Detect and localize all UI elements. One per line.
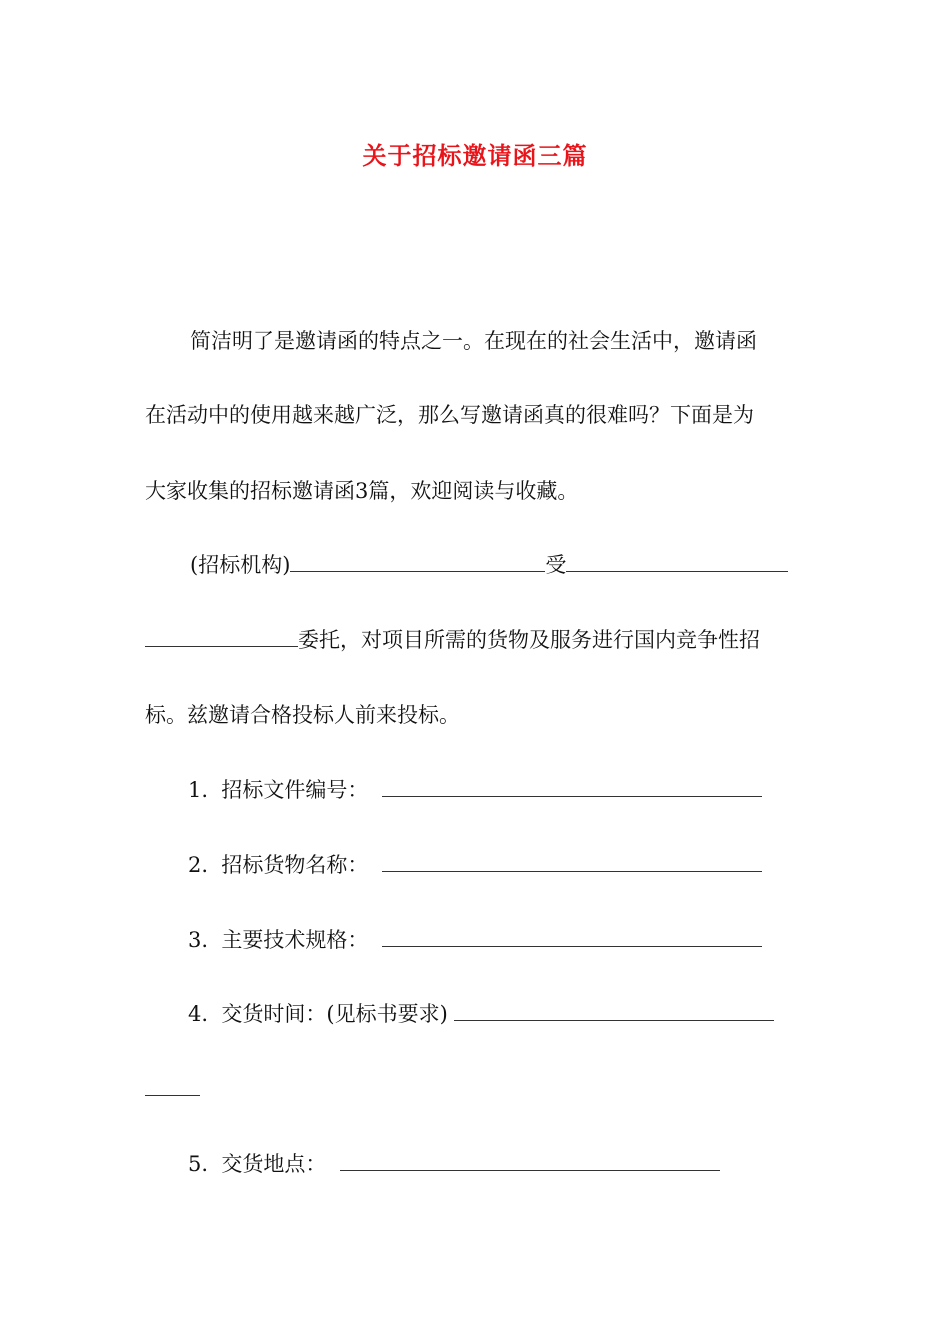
item-label: 交货地点：	[221, 1152, 327, 1176]
intro-line: 在活动中的使用越来越广泛，那么写邀请函真的很难吗？下面是为	[145, 403, 754, 427]
list-item	[188, 1150, 720, 1178]
org-blank	[290, 553, 545, 572]
item-blank	[382, 853, 762, 872]
item-label: 招标文件编号：	[221, 778, 369, 802]
item-blank	[382, 778, 762, 797]
item-blank	[382, 928, 762, 947]
document-title: 关于招标邀请函三篇	[362, 141, 588, 170]
list-item	[188, 776, 762, 804]
item-number: 5.	[188, 1152, 209, 1176]
item-number: 2.	[188, 853, 209, 877]
entrust-word: 受	[545, 553, 567, 577]
intro-line: 大家收集的招标邀请函3篇，欢迎阅读与收藏。	[145, 479, 579, 503]
invite-closing: 标。兹邀请合格投标人前来投标。	[145, 703, 460, 727]
item-label: 招标货物名称：	[221, 853, 369, 877]
item-number: 1.	[188, 778, 209, 802]
item-number: 4.	[188, 1002, 209, 1026]
item-blank	[454, 1002, 774, 1021]
entrust-text: 委托，对项目所需的货物及服务进行国内竞争性招	[298, 628, 760, 652]
list-item	[188, 851, 762, 879]
item-number: 3.	[188, 928, 209, 952]
intro-line: 简洁明了是邀请函的特点之一。在现在的社会生活中，邀请函	[190, 329, 757, 353]
item-blank	[340, 1152, 720, 1171]
org-label: (招标机构)	[190, 553, 291, 577]
invite-line-entrust	[145, 626, 760, 654]
item-blank-continuation	[145, 1075, 200, 1103]
item-label: 交货时间：(见标书要求)	[221, 1002, 448, 1026]
entrust-blank-cont	[145, 628, 298, 647]
list-item	[188, 1000, 774, 1028]
list-item	[188, 926, 762, 954]
item-label: 主要技术规格：	[221, 928, 369, 952]
entrust-blank	[566, 553, 788, 572]
item-blank	[145, 1077, 200, 1096]
invite-line-org	[190, 551, 788, 579]
